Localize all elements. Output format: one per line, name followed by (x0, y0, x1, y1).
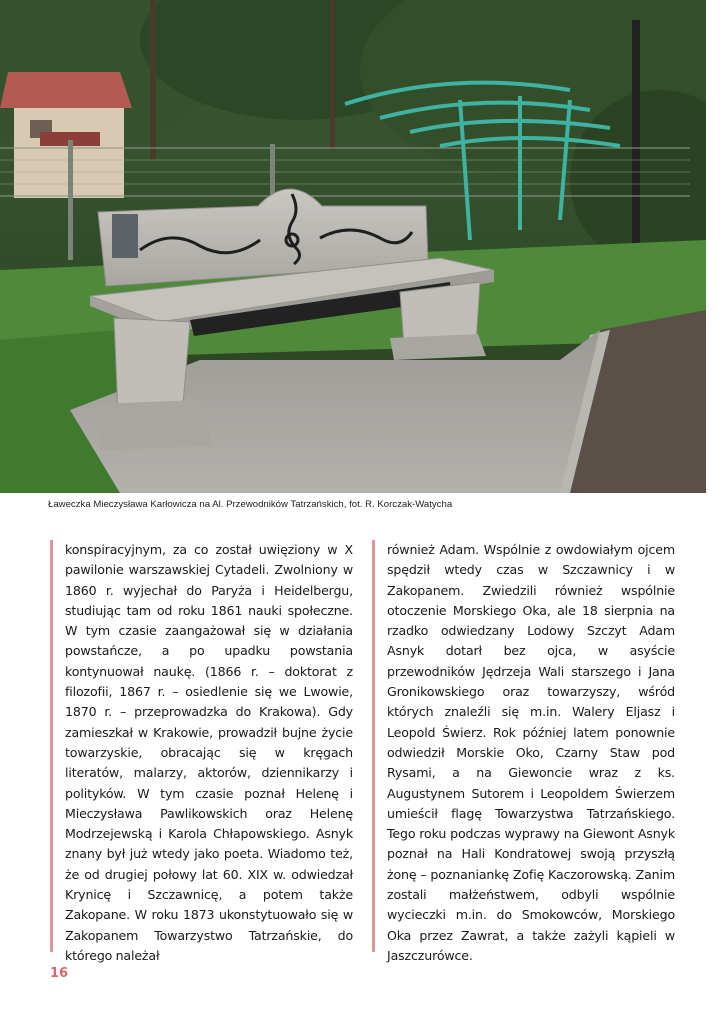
photo-caption: Ławeczka Mieczysława Karłowicza na Al. Przewodników Tatrzańskich, fot. R. Korczak-Watycha (48, 499, 453, 510)
text-column-right (372, 540, 675, 963)
body-paragraph-right: również Adam. Wspólnie z owdowiałym ojcem spędził wtedy czas w Szczawnicy i w Zakopanem. Zwiedzili również wspólnie otoczenie Morskiego Oka, ale 18 sierpnia na rzadko odwiedzany Lodowy Szczyt Adam Asnyk dotarł bez ojca, w asyście przewodników Jędrzeja Wali starszego i Jana Gronikowskiego oraz towarzyszy, wśród których znaleźli się m.in. Walery Eljasz i Leopold Świerz. Rok później latem ponownie odwiedził Morskie Oko, Czarny Staw pod Rysami, a na Giewoncie wraz z ks. Augustynem Sutorem i Leopoldem Świerzem umieścił flagę Towarzystwa Tatrzańskiego. Tego roku podczas wyprawy na Giewont Asnyk poznał na Hali Kondratowej swoją przyszłą żonę – poznaniankę Zofię Kaczorowską. Zanim zostali małżeństwem, odbyli wspólnie wycieczki m.in. do Smokowców, Morskiego Oka przez Zawrat, a także zażyli kąpieli w Jaszczurówce. (387, 542, 675, 963)
page-number: 16 (50, 966, 69, 981)
bench-photo-illustration (0, 0, 706, 493)
body-paragraph-left: konspiracyjnym, za co został uwięziony w X pawilonie warszawskiej Cytadeli. Zwolniony w 1860 r. wyjechał do Paryża i Heidelbergu, studiując tam od roku 1861 nauki społeczne. W tym czasie zaangażował się w działania powstańcze, a po upadku powstania kontynuował naukę. (1866 r. – doktorat z filozofii, 1867 r. – osiedlenie się we Lwowie, 1870 r. – przeprowadzka do Krakowa). Gdy zamieszkał w Krakowie, prowadził bujne życie towarzyskie, obracając się w kręgach literatów, malarzy, aktorów, dziennikarzy i polityków. W tym czasie poznał Helenę i Mieczysława Pawlikowskich oraz Helenę Modrzejewską i Karola Chłapowskiego. Asnyk znany był już wtedy jako poeta. Wiadomo też, że od drugiej połowy lat 60. XIX w. odwiedzał Krynicę i Szczawnicę, a potem także Zakopane. W roku 1873 ukonstytuowało się w Zakopanem Towarzystwo Tatrzańskie, do którego należał (65, 542, 353, 963)
text-column-left (50, 540, 353, 963)
photo-bench (0, 0, 706, 493)
